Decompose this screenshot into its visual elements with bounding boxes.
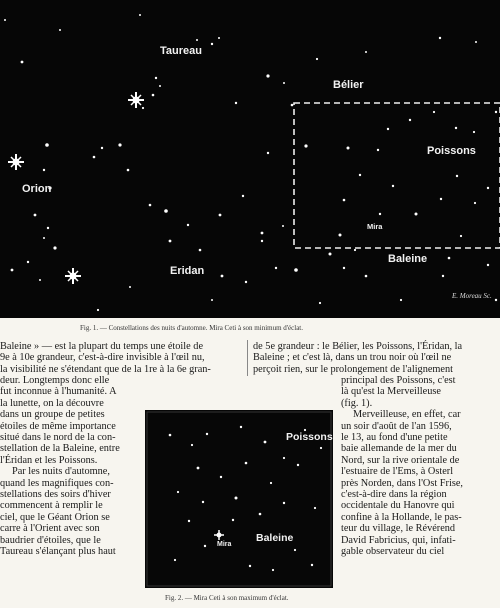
label-belier: Bélier bbox=[333, 79, 364, 91]
text-line: l'Éridan et les Poissons. bbox=[0, 454, 98, 466]
label-mira: Mira bbox=[367, 222, 383, 231]
star bbox=[188, 520, 190, 522]
bright-star-orion bbox=[8, 154, 24, 170]
star bbox=[261, 240, 263, 242]
star bbox=[152, 94, 155, 97]
fig2-label-baleine: Baleine bbox=[256, 532, 294, 544]
star bbox=[177, 491, 179, 493]
figure-2-small-stars bbox=[169, 426, 322, 571]
text-line: fut inconnue à l'humanité. A bbox=[0, 386, 117, 398]
star bbox=[439, 37, 441, 39]
star bbox=[282, 225, 284, 227]
mira-region-box bbox=[294, 103, 500, 248]
star bbox=[93, 156, 96, 159]
star bbox=[221, 275, 224, 278]
star bbox=[259, 513, 262, 516]
text-line: carre à l'Orient avec son bbox=[0, 523, 100, 535]
text-line: confine à la Hollande, le pas- bbox=[341, 511, 462, 523]
star bbox=[455, 127, 457, 129]
star bbox=[196, 39, 198, 41]
star bbox=[294, 549, 296, 551]
star bbox=[139, 14, 141, 16]
star bbox=[264, 441, 267, 444]
text-line: ciel, que le Géant Orion se bbox=[0, 511, 110, 523]
label-baleine: Baleine bbox=[388, 253, 428, 265]
text-line: commencent à remplir le bbox=[0, 500, 103, 512]
figure-2-star-map bbox=[145, 410, 333, 588]
star bbox=[169, 434, 172, 437]
star bbox=[101, 147, 103, 149]
text-line: près Norden, dans l'Ost Frise, bbox=[341, 477, 463, 489]
star bbox=[187, 224, 189, 226]
star bbox=[387, 128, 389, 130]
star bbox=[235, 102, 237, 104]
text-line: baudrier d'étoiles, que le bbox=[0, 534, 101, 546]
text-line: deur. Longtemps donc elle bbox=[0, 375, 110, 386]
star bbox=[97, 309, 99, 311]
star bbox=[487, 187, 489, 189]
bright-star-rigel bbox=[65, 268, 81, 284]
star bbox=[347, 147, 350, 150]
text-line: stellation de la Baleine, entre bbox=[0, 443, 120, 455]
text-line: stellations des soirs d'hiver bbox=[0, 489, 111, 501]
star bbox=[314, 507, 316, 509]
text-line: de 5e grandeur : le Bélier, les Poissons, l'Éridan, la bbox=[253, 341, 463, 352]
star bbox=[220, 476, 222, 478]
figure-1-caption: Fig. 1. — Constellations des nuits d'automne. Mira Ceti à son minimum d'éclat. bbox=[80, 324, 304, 332]
text-line: occidentale du Hanovre qui bbox=[341, 500, 455, 512]
star bbox=[240, 426, 242, 428]
star bbox=[304, 144, 307, 147]
figure-1-small-stars bbox=[4, 14, 497, 311]
star bbox=[311, 564, 313, 566]
text-line: Taureau s'élançant plus haut bbox=[0, 546, 116, 558]
bright-star-taureau bbox=[128, 92, 144, 108]
star bbox=[329, 253, 332, 256]
star bbox=[495, 299, 497, 301]
star bbox=[211, 43, 213, 45]
text-line: gable observateur du ciel bbox=[341, 546, 445, 558]
star bbox=[202, 501, 204, 503]
star bbox=[43, 237, 45, 239]
star bbox=[4, 19, 6, 21]
star bbox=[294, 268, 298, 272]
star bbox=[53, 246, 56, 249]
star bbox=[206, 433, 208, 435]
engraver-signature: E. Moreau Sc. bbox=[452, 292, 492, 300]
star bbox=[211, 299, 213, 301]
star bbox=[159, 85, 161, 87]
text-line: Baleine » — est la plupart du temps une étoile de bbox=[0, 341, 204, 352]
text-line: Par les nuits d'automne, bbox=[12, 466, 110, 478]
star bbox=[232, 519, 234, 521]
text-line: situé dans le nord de la con- bbox=[0, 432, 116, 444]
star bbox=[118, 143, 121, 146]
star bbox=[199, 249, 202, 252]
column-rule bbox=[247, 340, 248, 376]
star bbox=[320, 447, 322, 449]
star bbox=[272, 569, 274, 571]
star bbox=[433, 111, 435, 113]
star bbox=[377, 149, 379, 151]
text-line: perçoit rien, sur le prolongement de l'alignement bbox=[253, 363, 454, 375]
right-column-top bbox=[253, 341, 500, 375]
label-orion: Orion bbox=[22, 183, 52, 195]
star bbox=[129, 286, 131, 288]
label-taureau: Taureau bbox=[160, 45, 202, 57]
mira-bright bbox=[214, 530, 224, 540]
text-line: principal des Poissons, c'est bbox=[341, 375, 456, 386]
star bbox=[270, 482, 272, 484]
star bbox=[249, 565, 251, 567]
text-line: Merveilleuse, en effet, car bbox=[353, 409, 461, 421]
star bbox=[474, 202, 476, 204]
left-column-top bbox=[0, 341, 244, 375]
star bbox=[291, 104, 294, 107]
star bbox=[343, 267, 345, 269]
text-line: là qu'est la Merveilleuse bbox=[341, 386, 441, 398]
star bbox=[219, 214, 222, 217]
left-column bbox=[0, 375, 140, 558]
star bbox=[47, 227, 49, 229]
star bbox=[45, 143, 49, 147]
star bbox=[460, 235, 462, 237]
star bbox=[261, 232, 264, 235]
star bbox=[245, 281, 247, 283]
star bbox=[487, 264, 489, 266]
star bbox=[267, 152, 269, 154]
star bbox=[164, 209, 168, 213]
star bbox=[354, 249, 356, 251]
star bbox=[473, 131, 475, 133]
star bbox=[409, 119, 411, 121]
star bbox=[39, 279, 41, 281]
star bbox=[442, 275, 444, 277]
star bbox=[339, 234, 342, 237]
star bbox=[43, 169, 45, 171]
star bbox=[283, 502, 285, 504]
text-line: David Fabricius, qui, infati- bbox=[341, 534, 456, 546]
star bbox=[283, 457, 285, 459]
star bbox=[392, 185, 394, 187]
text-line: teur du village, le Révérend bbox=[341, 523, 456, 535]
star bbox=[127, 169, 130, 172]
star bbox=[297, 464, 299, 466]
figure-2-caption: Fig. 2. — Mira Ceti à son maximum d'éclat. bbox=[165, 594, 289, 602]
star bbox=[379, 213, 381, 215]
star bbox=[34, 214, 37, 217]
star bbox=[204, 545, 206, 547]
star bbox=[266, 74, 269, 77]
text-line: étoiles de même importance bbox=[0, 420, 116, 432]
star bbox=[142, 107, 144, 109]
text-line: la visibilité ne s'étendant que de la 1re à la 6e gran- bbox=[0, 363, 211, 375]
text-line: (fig. 1). bbox=[341, 397, 373, 409]
star bbox=[475, 41, 477, 43]
text-line: un soir d'août de l'an 1596, bbox=[341, 420, 452, 432]
star bbox=[343, 199, 346, 202]
star bbox=[27, 261, 29, 263]
text-line: Baleine ; et c'est là, dans un trou noir où l'œil ne bbox=[253, 352, 452, 364]
star bbox=[155, 77, 157, 79]
text-line: c'est-à-dire dans la région bbox=[341, 489, 447, 501]
text-line: quand les magnifiques con- bbox=[0, 477, 114, 489]
text-line: l'estuaire de l'Ems, à Osterl bbox=[341, 466, 454, 478]
fig2-label-poissons: Poissons bbox=[286, 431, 333, 443]
text-line: le 13, au fond d'une petite bbox=[341, 432, 448, 444]
star bbox=[191, 444, 193, 446]
star bbox=[174, 559, 176, 561]
star bbox=[197, 467, 200, 470]
star bbox=[59, 29, 61, 31]
star bbox=[495, 111, 497, 113]
star bbox=[365, 51, 367, 53]
star bbox=[245, 462, 248, 465]
text-line: 9e à 10e grandeur, c'est-à-dire invisible à l'œil nu, bbox=[0, 352, 205, 364]
text-line: la lunette, on la découvre bbox=[0, 397, 104, 409]
star bbox=[319, 302, 321, 304]
right-column bbox=[341, 375, 500, 558]
star bbox=[275, 267, 277, 269]
text-line: dans un groupe de petites bbox=[0, 409, 105, 421]
star bbox=[21, 61, 24, 64]
star bbox=[283, 82, 285, 84]
star bbox=[448, 257, 451, 260]
star bbox=[316, 58, 318, 60]
star bbox=[440, 198, 442, 200]
star bbox=[456, 175, 458, 177]
star bbox=[169, 240, 172, 243]
star bbox=[242, 195, 244, 197]
fig2-label-mira: Mira bbox=[217, 541, 232, 548]
star bbox=[11, 269, 14, 272]
text-line: Nord, sur la rive orientale de bbox=[341, 454, 460, 466]
star bbox=[359, 174, 361, 176]
star bbox=[365, 275, 368, 278]
star bbox=[400, 299, 402, 301]
label-poissons: Poissons bbox=[427, 145, 476, 157]
star bbox=[235, 497, 238, 500]
star bbox=[149, 204, 152, 207]
text-line: baie allemande de la mer du bbox=[341, 443, 457, 455]
star bbox=[218, 37, 220, 39]
star bbox=[415, 213, 418, 216]
label-eridan: Eridan bbox=[170, 265, 205, 277]
